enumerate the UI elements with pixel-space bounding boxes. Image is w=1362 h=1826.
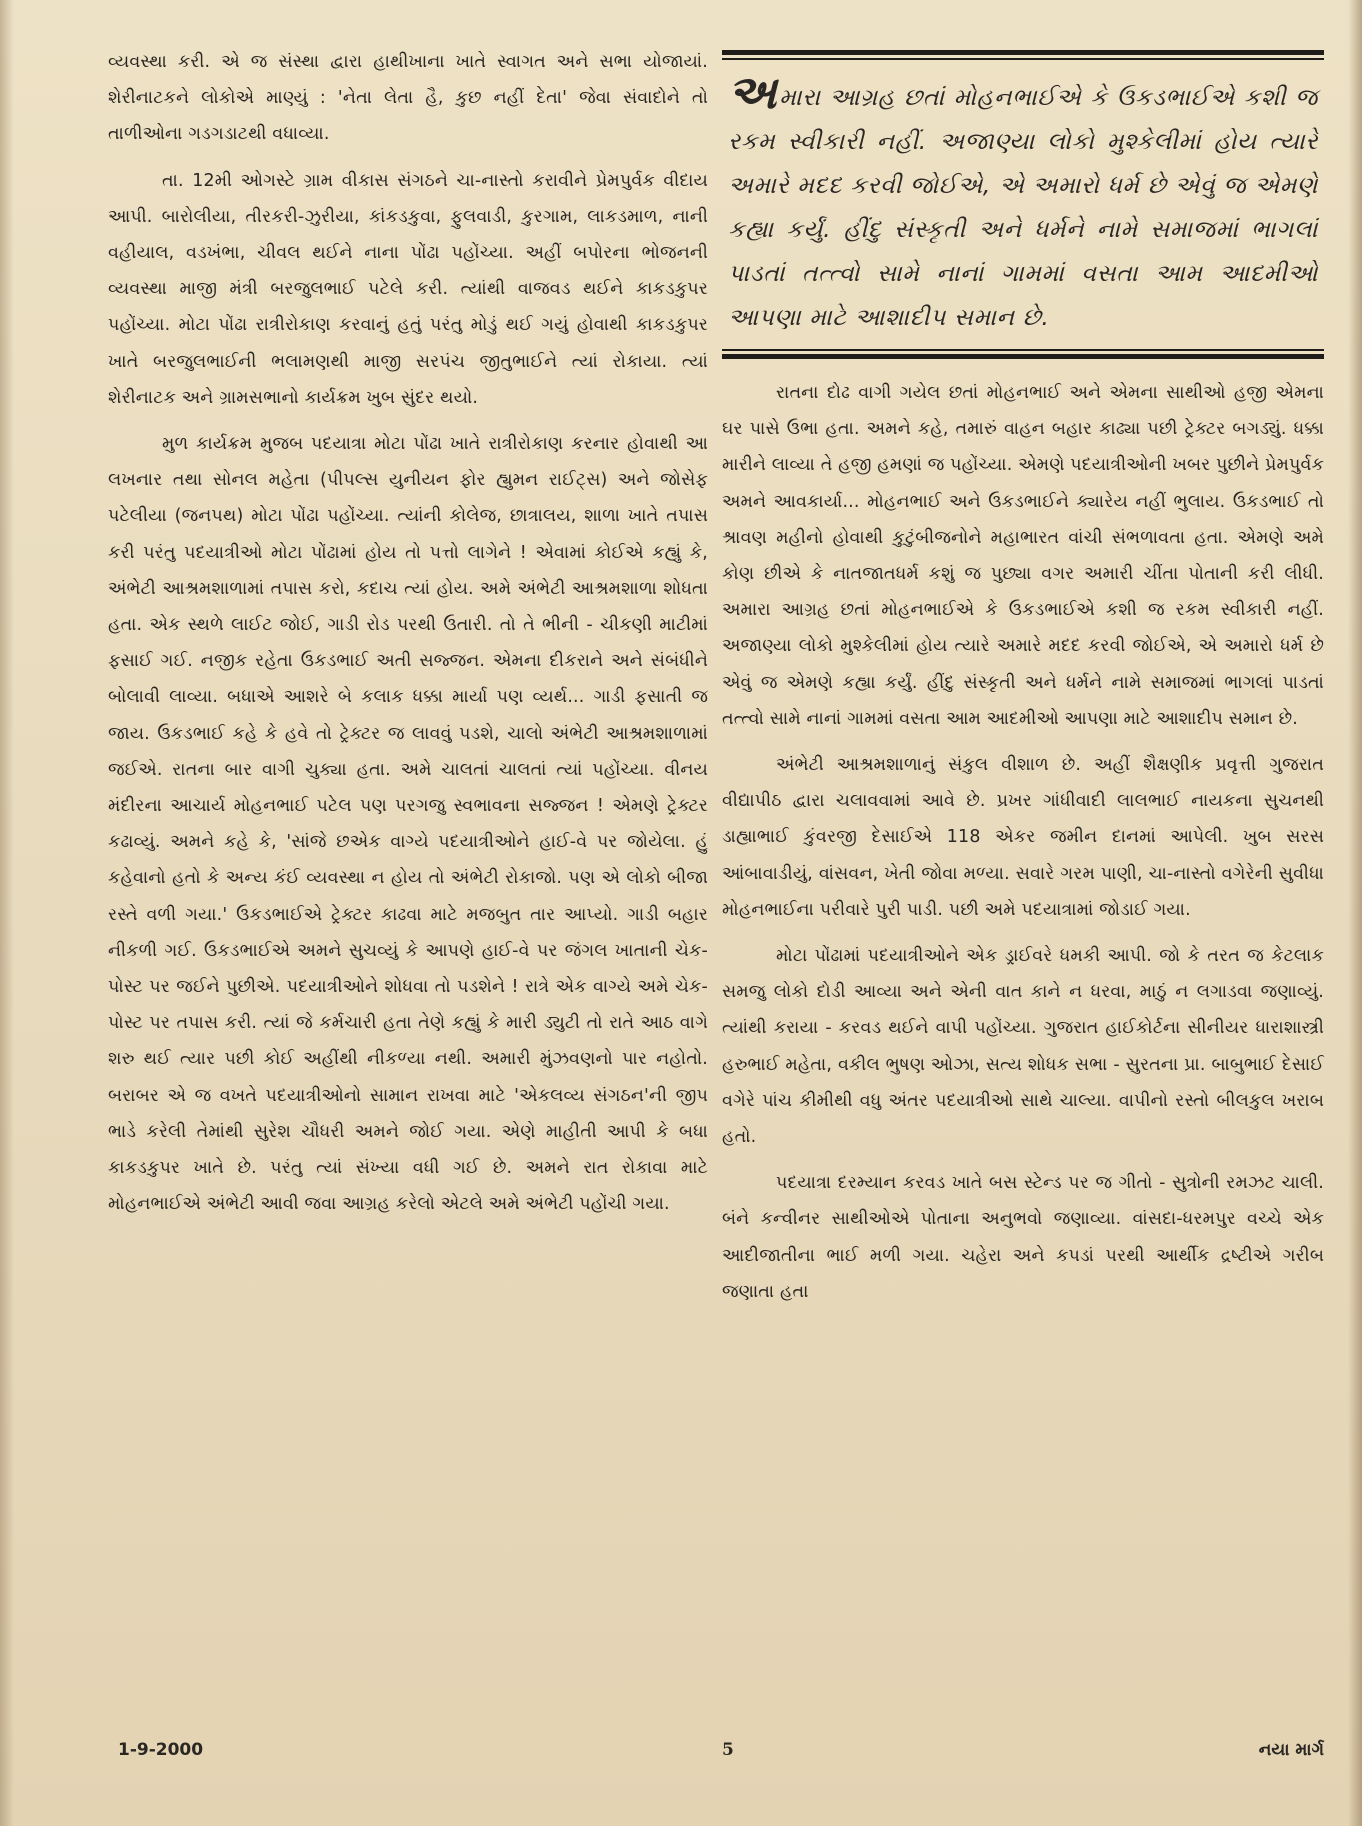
drop-cap: અ (728, 65, 778, 119)
paragraph: પદયાત્રા દરમ્યાન કરવડ ખાતે બસ સ્ટેન્ડ પર જ ગીતો - સુત્રોની રમઝટ ચાલી. બંને કન્વીનર સાથીઓએ પોતાના અનુભવો જણાવ્યા. વાંસદા-ધરમપુર વચ્ચે એક આદીજાતીના ભાઈ મળી ગયા. ચહેરા અને કપડાં પરથી આર્થીક દ્રષ્ટીએ ગરીબ જણાતા હતા (722, 1173, 1324, 1302)
divider (722, 354, 1324, 359)
issue-date: 1-9-2000 (118, 1740, 204, 1760)
right-column (722, 50, 1324, 1320)
divider (722, 58, 1324, 60)
paragraph: મોટા પોંઢામાં પદયાત્રીઓને એક ડ્રાઈવરે ધમકી આપી. જો કે તરત જ કેટલાક સમજુ લોકો દોડી આવ્યા અને એની વાત કાને ન ધરવા, માઠું ન લગાડવા જણાવ્યું. ત્યાંથી કરાયા - કરવડ થઈને વાપી પહોંચ્યા. ગુજરાત હાઈકોર્ટના સીનીયર ધારાશાસ્ત્રી હરુભાઈ મહેતા, વકીલ ભુષણ ઓઝા, સત્ય શોધક સભા - સુરતના પ્રા. બાબુભાઈ દેસાઈ વગેરે પાંચ કીમીથી વધુ અંતર પદયાત્રીઓ સાથે ચાલ્યા. વાપીનો રસ્તો બીલકુલ ખરાબ હતો. (722, 946, 1324, 1148)
pull-quote-text: મારા આગ્રહ છતાં મોહનભાઈએ કે ઉકડભાઈએ કશી જ રકમ સ્વીકારી નહીં. અજાણ્યા લોકો મુશ્કેલીમાં હોય ત્યારે અમારે મદદ કરવી જોઈએ, એ અમારો ધર્મ છે એવું જ એમણે કહ્યા કર્યું. હીંદુ સંસ્કૃતી અને ધર્મને નામે સમાજમાં ભાગલાં પાડતાં તત્ત્વો સામે નાનાં ગામમાં વસતા આમ આદમીઓ આપણા માટે આશાદીપ સમાન છે. (728, 83, 1318, 331)
magazine-name: નયા માર્ગ (1258, 1740, 1324, 1760)
paragraph: અંભેટી આશ્રમશાળાનું સંકુલ વીશાળ છે. અહીં શૈક્ષણીક પ્રવૃત્તી ગુજરાત વીદ્યાપીઠ દ્વારા ચલાવવામાં આવે છે. પ્રખર ગાંધીવાદી લાલભાઈ નાયકના સુચનથી ડાહ્યાભાઈ કુંવરજી દેસાઈએ 118 એકર જમીન દાનમાં આપેલી. ખુબ સરસ આંબાવાડીયું, વાંસવન, ખેતી જોવા મળ્યા. સવારે ગરમ પાણી, ચા-નાસ્તો વગેરેની સુવીધા મોહનભાઈના પરીવારે પુરી પાડી. પછી અમે પદયાત્રામાં જોડાઈ ગયા. (722, 755, 1324, 920)
paragraph: મુળ કાર્યક્રમ મુજબ પદયાત્રા મોટા પોંઢા ખાતે રાત્રીરોકાણ કરનાર હોવાથી આ લખનાર તથા સોનલ મહેતા (પીપલ્સ યુનીયન ફોર હ્યુમન રાઈટ્સ) અને જોસેફ પટેલીયા (જનપથ) મોટા પોંઢા પહોંચ્યા. ત્યાંની કોલેજ, છાત્રાલય, શાળા ખાતે તપાસ કરી પરંતુ પદયાત્રીઓ મોટા પોંઢામાં હોય તો પત્તો લાગેને ! એવામાં કોઈએ કહ્યું કે, અંભેટી આશ્રમશાળામાં તપાસ કરો, કદાચ ત્યાં હોય. અમે અંભેટી આશ્રમશાળા શોધતા હતા. એક સ્થળે લાઈટ જોઈ, ગાડી રોડ પરથી ઉતારી. તો તે ભીની - ચીકણી માટીમાં ફસાઈ ગઈ. નજીક રહેતા ઉકડભાઈ અતી સજ્જન. એમના દીકરાને અને સંબંધીને બોલાવી લાવ્યા. બધાએ આશરે બે કલાક ધક્કા માર્યા પણ વ્યર્થ... ગાડી ફસાતી જ જાય. ઉકડભાઈ કહે કે હવે તો ટ્રેક્ટર જ લાવવું પડશે, ચાલો અંભેટી આશ્રમશાળામાં જઈએ. રાતના બાર વાગી ચુક્યા હતા. અમે ચાલતાં ચાલતાં ત્યાં પહોંચ્યા. વીનય મંદીરના આચાર્ય મોહનભાઈ પટેલ પણ પરગજુ સ્વભાવના સજ્જન ! એમણે ટ્રેક્ટર કઢાવ્યું. અમને કહે કે, 'સાંજે છએક વાગ્યે પદયાત્રીઓને હાઈ-વે પર જોયેલા. હું કહેવાનો હતો કે અન્ય કંઈ વ્યવસ્થા ન હોય તો અંભેટી રોકાજો. પણ એ લોકો બીજા રસ્તે વળી ગયા.' ઉકડભાઈએ ટ્રેક્ટર કાઢવા માટે મજબુત તાર આપ્યો. ગાડી બહાર નીકળી ગઈ. ઉકડભાઈએ અમને સુચવ્યું કે આપણે હાઈ-વે પર જંગલ ખાતાની ચેક-પોસ્ટ પર જઈને પુછીએ. પદયાત્રીઓને શોધવા તો પડશેને ! રાત્રે એક વાગ્યે અમે ચેક-પોસ્ટ પર તપાસ કરી. ત્યાં જે કર્મચારી હતા તેણે કહ્યું કે મારી ડ્યુટી તો રાતે આઠ વાગે શરુ થઈ ત્યાર પછી કોઈ અહીંથી નીકળ્યા નથી. અમારી મુંઝવણનો પાર નહોતો. બરાબર એ જ વખતે પદયાત્રીઓનો સામાન રાખવા માટે 'એકલવ્ય સંગઠન'ની જીપ ભાડે કરેલી તેમાંથી સુરેશ ચૌધરી અમને જોઈ ગયા. એણે માહીતી આપી કે બધા કાકડકુપર ખાતે છે. પરંતુ ત્યાં સંખ્યા વધી ગઈ છે. અમને રાત રોકાવા માટે મોહનભાઈએ અંભેટી આવી જવા આગ્રહ કરેલો એટલે અમે અંભેટી પહોંચી ગયા. (108, 434, 708, 1215)
left-column (108, 44, 708, 1233)
paragraph: રાતના દોઢ વાગી ગયેલ છતાં મોહનભાઈ અને એમના સાથીઓ હજી એમના ઘર પાસે ઉભા હતા. અમને કહે, તમારું વાહન બહાર કાઢ્યા પછી ટ્રેક્ટર બગડ્યું. ધક્કા મારીને લાવ્યા તે હજી હમણાં જ પહોંચ્યા. એમણે પદયાત્રીઓની ખબર પુછીને પ્રેમપુર્વક અમને આવકાર્યા... મોહનભાઈ અને ઉકડભાઈને ક્યારેય નહીં ભુલાય. ઉકડભાઈ તો શ્રાવણ મહીનો હોવાથી કુટુંબીજનોને મહાભારત વાંચી સંભળાવતા હતા. એમણે અમે કોણ છીએ કે નાતજાતધર્મ કશું જ પુછ્યા વગર અમારી ચીંતા પોતાની કરી લીધી. અમારા આગ્રહ છતાં મોહનભાઈએ કે ઉકડભાઈએ કશી જ રકમ સ્વીકારી નહીં. અજાણ્યા લોકો મુશ્કેલીમાં હોય ત્યારે અમારે મદદ કરવી જોઈએ, એ અમારો ધર્મ છે એવું જ એમણે કહ્યા કર્યું. હીંદુ સંસ્કૃતી અને ધર્મને નામે સમાજમાં ભાગલાં પાડતાં તત્ત્વો સામે નાનાં ગામમાં વસતા આમ આદમીઓ આપણા માટે આશાદીપ સમાન છે. (722, 383, 1324, 729)
page-footer (118, 1740, 1324, 1780)
page-edge-left (0, 0, 14, 1826)
paragraph: વ્યવસ્થા કરી. એ જ સંસ્થા દ્વારા હાથીખાના ખાતે સ્વાગત અને સભા યોજાયાં. શેરીનાટકને લોકોએ માણ્યું : 'નેતા લેતા હૈ, કુછ નહીં દેતા' જેવા સંવાદોને તો તાળીઓના ગડગડાટથી વધાવ્યા. (108, 52, 708, 145)
divider (722, 50, 1324, 55)
page-edge-right (1348, 0, 1362, 1826)
divider (722, 349, 1324, 351)
page-number: 5 (722, 1740, 734, 1760)
pull-quote (728, 65, 1318, 339)
paragraph: તા. 12મી ઓગસ્ટે ગ્રામ વીકાસ સંગઠને ચા-નાસ્તો કરાવીને પ્રેમપુર્વક વીદાય આપી. બારોલીયા, તીરકરી-ઝુરીયા, કાંકડકુવા, ફુલવાડી, કુરગામ, લાકડમાળ, નાની વહીયાલ, વડખંભા, ચીવલ થઈને નાના પોંઢા પહોંચ્યા. અહીં બપોરના ભોજનની વ્યવસ્થા માજી મંત્રી બરજુલભાઈ પટેલે કરી. ત્યાંથી વાજવડ થઈને કાકડકુપર પહોંચ્યા. મોટા પોંઢા રાત્રીરોકાણ કરવાનું હતું પરંતુ મોડું થઈ ગયું હોવાથી કાકડકુપર ખાતે બરજુલભાઈની ભલામણથી માજી સરપંચ જીતુભાઈને ત્યાં રોકાયા. ત્યાં શેરીનાટક અને ગ્રામસભાનો કાર્યક્રમ ખુબ સુંદર થયો. (108, 170, 708, 408)
pull-quote-box (722, 50, 1324, 359)
